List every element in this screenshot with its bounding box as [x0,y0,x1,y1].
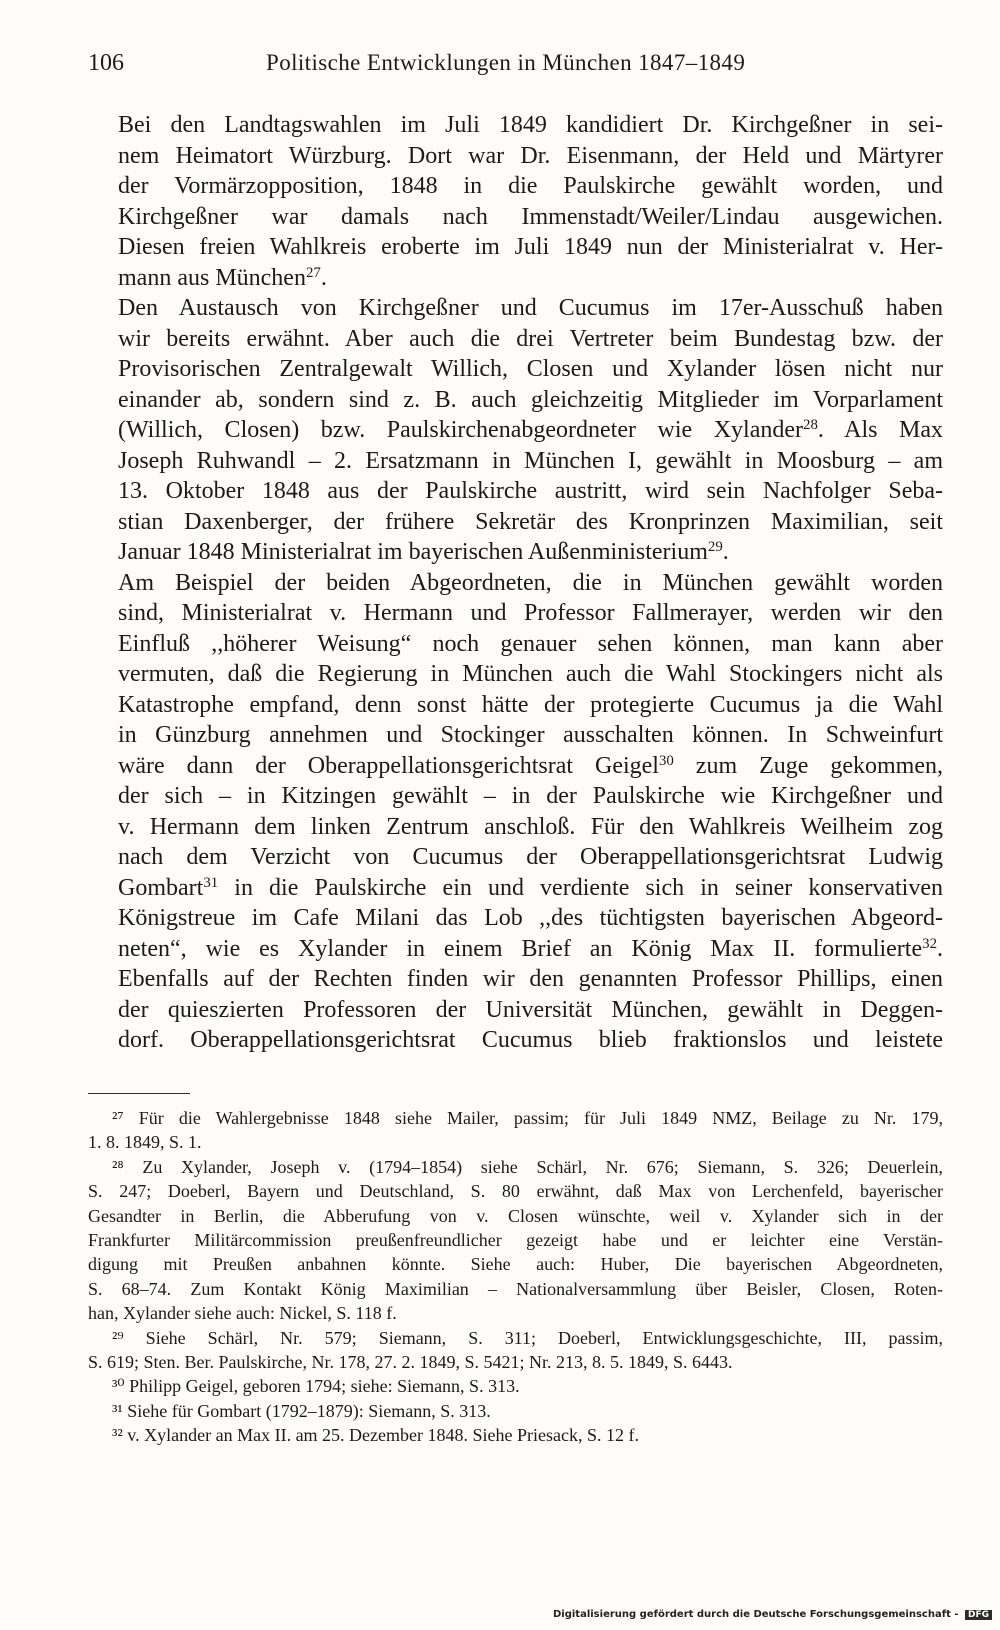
body-line-text: einander ab, sondern sind z. B. auch gleichzeitig Mitglieder im Vorparlament [118,386,943,413]
body-line [118,842,943,873]
footnote-reference: 31 [203,874,219,891]
body-line-text: dorf. Oberappellationsgerichtsrat Cucumus blieb fraktionslos und leistete [118,1027,943,1053]
footnote-line: digung mit Preußen anbahnen könnte. Siehe auch: Huber, Die bayerischen Abgeordneten, [88,1254,943,1275]
body-line [118,354,943,385]
footnotes [88,1106,943,1447]
body-line [118,415,943,446]
running-title: Politische Entwicklungen in München 1847–1849 [266,50,746,75]
main-text [118,110,943,1056]
footnote-reference: 30 [658,752,674,769]
footnote-line: ³¹ Siehe für Gombart (1792–1879): Siemann, S. 313. [112,1400,491,1421]
body-line-text: nach dem Verzicht von Cucumus der Oberappellationsgerichtsrat Ludwig [118,844,943,870]
running-header [88,50,943,84]
footnote-reference: 32 [922,935,937,952]
body-line-text: Provisorischen Zentralgewalt Willich, Closen und Xylander lösen nicht nur [118,356,943,382]
body-line [118,781,943,812]
body-line [118,385,943,416]
body-line-text: Königstreue im Cafe Milani das Lob ,,des tüchtigsten bayerischen Abgeord- [118,905,943,931]
page-number: 106 [88,50,124,76]
body-line [118,751,943,782]
footnote-reference: 28 [803,416,818,433]
body-line-text: v. Hermann dem linken Zentrum anschloß. Für den Wahlkreis Weilheim zog [118,813,943,840]
body-line [118,232,943,263]
body-line [118,293,943,324]
body-line-text: Kirchgeßner war damals nach Immenstadt/Weiler/Lindau ausgewichen. [118,203,943,230]
body-line-text: wäre dann der Oberappellationsgerichtsrat Geigel [118,752,659,779]
body-line [118,812,943,843]
body-line-text: (Willich, Closen) bzw. Paulskirchenabgeordneter wie Xylander [118,417,804,443]
body-line [118,171,943,202]
body-line-text: in Günzburg annehmen und Stockinger ausschalten können. In Schweinfurt [118,722,943,748]
body-line-text: wir bereits erwähnt. Aber auch die drei Vertreter beim Bundestag bzw. der [118,325,943,352]
body-line-tail: . Als Max [817,417,943,443]
footnote-line: han, Xylander siehe auch: Nickel, S. 118 f. [88,1303,397,1324]
body-line-text: Ebenfalls auf der Rechten finden wir den genannten Professor Phillips, einen [118,966,943,992]
footnote-line: S. 619; Sten. Ber. Paulskirche, Nr. 178, 27. 2. 1849, S. 5421; Nr. 213, 8. 5. 1849, S. 6443. [88,1351,733,1372]
body-line [118,324,943,355]
body-line-text: mann aus München [118,264,306,291]
body-line [118,141,943,172]
footnote-reference: 27 [305,264,321,281]
body-line [118,568,943,599]
footnote-line: ²⁷ Für die Wahlergebnisse 1848 siehe Mailer, passim; für Juli 1849 NMZ, Beilage zu Nr. 179, [112,1108,943,1128]
body-line-text: neten“, wie es Xylander in einem Brief an König Max II. formulierte [118,935,923,962]
body-line-tail: . [320,264,327,291]
body-line-text: Gombart [118,874,204,901]
footnote-line: Frankfurter Militärcommission preußenfreundlicher gezeigt habe und er leichter eine Verstän- [88,1229,943,1250]
body-line-text: Katastrophe empfand, denn sonst hätte der protegierte Cucumus ja die Wahl [118,691,943,718]
body-line-text: Einfluß ,,höherer Weisung“ noch genauer sehen können, man kann aber [118,630,943,657]
body-line [118,903,943,934]
body-line [118,202,943,233]
footnote-separator [88,1093,190,1094]
body-line [118,476,943,507]
body-line-text: 13. Oktober 1848 aus der Paulskirche austritt, wird sein Nachfolger Seba- [118,478,943,504]
body-line [118,934,943,965]
digitization-footer [553,1609,992,1620]
body-line-text: Joseph Ruhwandl – 2. Ersatzmann in München I, gewählt in Moosburg – am [118,447,943,474]
footnote-line: S. 247; Doeberl, Bayern und Deutschland, S. 80 erwähnt, daß Max von Lerchenfeld, bayerischer [88,1181,943,1202]
body-line [118,507,943,538]
body-line-text: der Vormärzopposition, 1848 in die Paulskirche gewählt worden, und [118,173,943,199]
body-line-tail: . [937,935,943,962]
body-line [118,629,943,660]
body-line [118,598,943,629]
body-line-text: sind, Ministerialrat v. Hermann und Professor Fallmerayer, werden wir den [118,600,943,626]
body-line-text: Januar 1848 Ministerialrat im bayerischen Außenministerium [118,539,708,565]
body-line [118,690,943,721]
footnote-reference: 29 [707,538,723,555]
body-line-text: Den Austausch von Kirchgeßner und Cucumus im 17er-Ausschuß haben [118,295,943,321]
footnote-line: ²⁸ Zu Xylander, Joseph v. (1794–1854) siehe Schärl, Nr. 676; Siemann, S. 326; Deuerlein, [112,1156,943,1177]
body-line [118,446,943,477]
body-line-tail: zum Zuge gekommen, [673,752,943,779]
body-line [118,110,943,141]
body-line [118,537,943,568]
body-line [118,995,943,1026]
footnote-line: 1. 8. 1849, S. 1. [88,1132,202,1153]
body-line [118,873,943,904]
footnote-line: ²⁹ Siehe Schärl, Nr. 579; Siemann, S. 311; Doeberl, Entwicklungsgeschichte, III, passim, [112,1327,943,1348]
body-line-text: Diesen freien Wahlkreis eroberte im Juli 1849 nun der Ministerialrat v. Her- [118,234,943,260]
body-line-tail: . [722,539,729,565]
body-line-text: der quieszierten Professoren der Universität München, gewählt in Deggen- [118,996,943,1023]
body-line-text: vermuten, daß die Regierung in München auch die Wahl Stockingers nicht als [118,661,943,687]
body-line [118,263,943,294]
body-line-tail: in die Paulskirche ein und verdiente sich in seiner konservativen [218,874,943,901]
dfg-logo: DFG [965,1610,992,1620]
footnote-line: ³² v. Xylander an Max II. am 25. Dezember 1848. Siehe Priesack, S. 12 f. [112,1425,639,1446]
body-line [118,1025,943,1056]
body-line [118,964,943,995]
footnote-line: Gesandter in Berlin, die Abberufung von v. Closen wünschte, weil v. Xylander sich in der [88,1205,943,1226]
footnote-line: S. 68–74. Zum Kontakt König Maximilian – Nationalversammlung über Beisler, Closen, Roten- [88,1278,943,1299]
footnote-line: ³⁰ Philipp Geigel, geboren 1794; siehe: Siemann, S. 313. [112,1376,520,1397]
body-line-text: Am Beispiel der beiden Abgeordneten, die in München gewählt worden [118,569,943,596]
body-line-text: nem Heimatort Würzburg. Dort war Dr. Eisenmann, der Held und Märtyrer [118,142,943,169]
body-line [118,659,943,690]
body-line-text: der sich – in Kitzingen gewählt – in der Paulskirche wie Kirchgeßner und [118,783,943,809]
body-line [118,720,943,751]
digitization-note: Digitalisierung gefördert durch die Deutsche Forschungsgemeinschaft - [552,1609,959,1620]
body-line-text: Bei den Landtagswahlen im Juli 1849 kandidiert Dr. Kirchgeßner in sei- [118,112,943,138]
body-line-text: stian Daxenberger, der frühere Sekretär des Kronprinzen Maximilian, seit [118,508,943,535]
